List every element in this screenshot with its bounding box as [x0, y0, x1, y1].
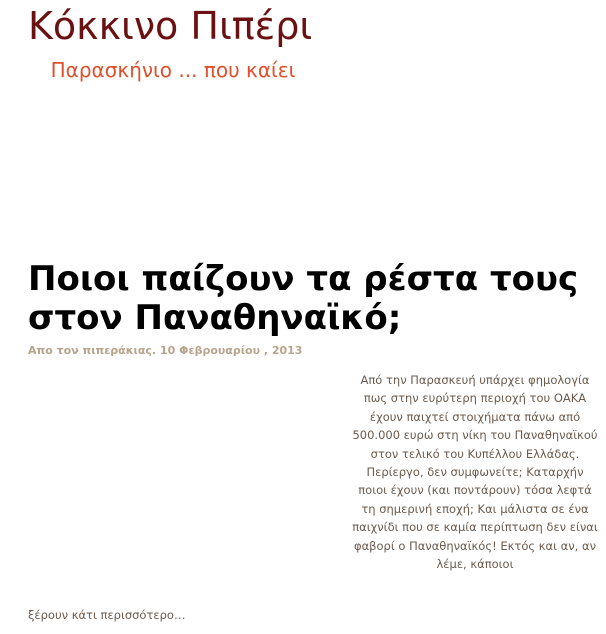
site-tagline: Παρασκήνιο ... που καίει — [50, 58, 296, 82]
post-excerpt-continued: ξέρουν κάτι περισσότερο… — [28, 608, 186, 622]
site-title[interactable]: Κόκκινο Πιπέρι — [28, 4, 313, 48]
post-title[interactable]: Ποιοι παίζουν τα ρέστα τους στον Παναθηναϊκό; — [28, 259, 579, 338]
post-date: 10 Φεβρουαρίου , 2013 — [159, 344, 303, 357]
post-author-link[interactable]: Απο τον πιπεράκιας. — [28, 344, 157, 357]
post-excerpt: Από την Παρασκευή υπάρχει φημολογία πως στην ευρύτερη περιοχή του ΟΑΚΑ έχουν παιχτεί στοιχήματα πάνω από 500.000 ευρώ στη νίκη του Παναθηναϊκού στον τελικό του Κυπέλλου Ελλάδας. Περίεργο, δεν συμφωνείτε; Καταρχήν ποιοι έχουν (και ποντάρουν) τόσα λεφτά τη σημερινή εποχή; Και μάλιστα σε ένα παιχνίδι που σε καμία περίπτωση δεν είναι φαβορί ο Παναθηναϊκός! Εκτός και αν, αν λέμε, κάποιοι — [352, 373, 598, 572]
post-meta — [28, 344, 302, 357]
